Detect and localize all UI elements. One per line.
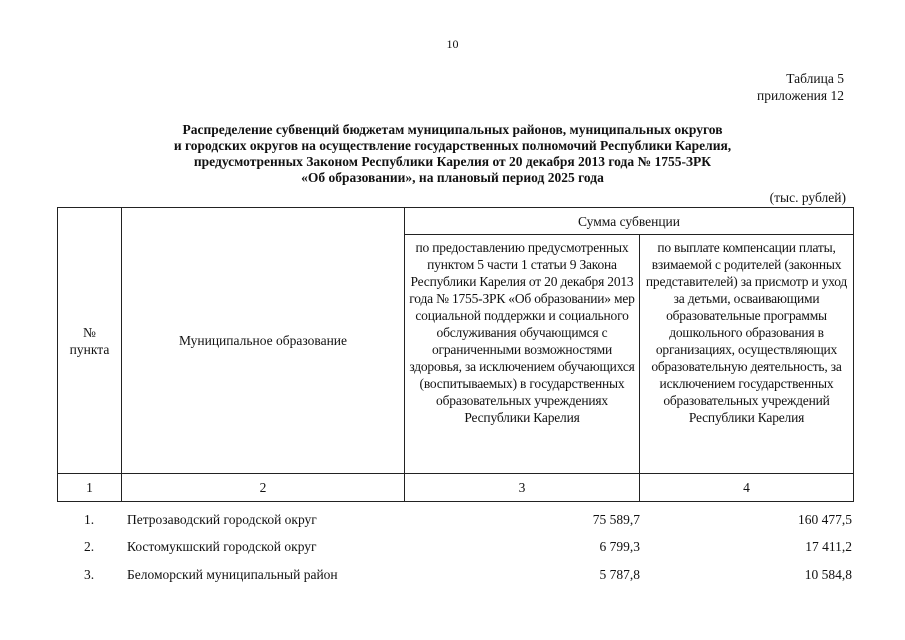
header-municipality: Муниципальное образование xyxy=(178,333,348,348)
table-row xyxy=(57,510,854,530)
row-municipality: Костомукшский городской округ xyxy=(127,539,317,554)
header-sum-group: Сумма субвенции xyxy=(577,213,681,229)
table-divider-sum xyxy=(404,234,854,235)
numbering-4: 4 xyxy=(743,480,750,495)
table-border-bottom xyxy=(57,501,854,502)
row-value-col4: 17 411,2 xyxy=(805,539,852,554)
header-col3: по предоставлению предусмотренных пунктом 5 части 1 статьи 9 Закона Республики Карелия от 20 декабря 2013 года № 1755-ЗРК «Об образовании» мер социальной поддержки и социального обслуживания обучающимся с ограниченными возможностями здоровья, за исключением обучающихся (воспитываемых) в государственных образовательных учреждениях Республики Карелия xyxy=(409,240,635,425)
document-title xyxy=(100,122,805,186)
table-border-right xyxy=(853,207,854,502)
subvention-table-header xyxy=(57,207,854,502)
row-value-col4: 10 584,8 xyxy=(804,567,852,582)
numbering-2: 2 xyxy=(259,480,267,495)
row-num: 3. xyxy=(83,567,95,582)
row-num: 1. xyxy=(83,512,95,527)
row-value-col3: 6 799,3 xyxy=(599,539,640,554)
row-value-col3: 75 589,7 xyxy=(592,512,640,527)
header-col4: по выплате компенсации платы, взимаемой с родителей (законных представителей) за присмотр и уход за детьми, осваивающими образовательные программы дошкольного образования в организациях, осуществляющих образовательную деятельность, за исключением государственных образовательных учреждений Республики Карелия xyxy=(645,240,848,425)
header-num: № пункта xyxy=(69,324,110,357)
title-line-4: «Об образовании», на плановый период 2025 года xyxy=(301,170,604,185)
row-municipality: Беломорский муниципальный район xyxy=(127,567,338,582)
row-value-col3: 5 787,8 xyxy=(599,567,640,582)
table-reference xyxy=(757,70,844,104)
title-line-2: и городских округов на осуществление государственных полномочий Республики Карелия, xyxy=(173,138,732,153)
row-num: 2. xyxy=(83,539,95,554)
numbering-3: 3 xyxy=(518,480,526,495)
table-row xyxy=(57,537,854,557)
reference-line-1: Таблица 5 xyxy=(786,71,844,86)
title-line-3: предусмотренных Законом Республики Карелия от 20 декабря 2013 года № 1755-ЗРК xyxy=(193,154,712,169)
row-municipality: Петрозаводский городской округ xyxy=(127,512,317,527)
row-value-col4: 160 477,5 xyxy=(798,512,852,527)
page-number: 10 xyxy=(446,37,459,51)
table-row xyxy=(57,565,854,585)
reference-line-2: приложения 12 xyxy=(756,88,844,103)
title-line-1: Распределение субвенций бюджетам муниципальных районов, муниципальных округов xyxy=(182,122,723,137)
numbering-1: 1 xyxy=(86,480,93,495)
units-label: (тыс. рублей) xyxy=(769,190,846,205)
